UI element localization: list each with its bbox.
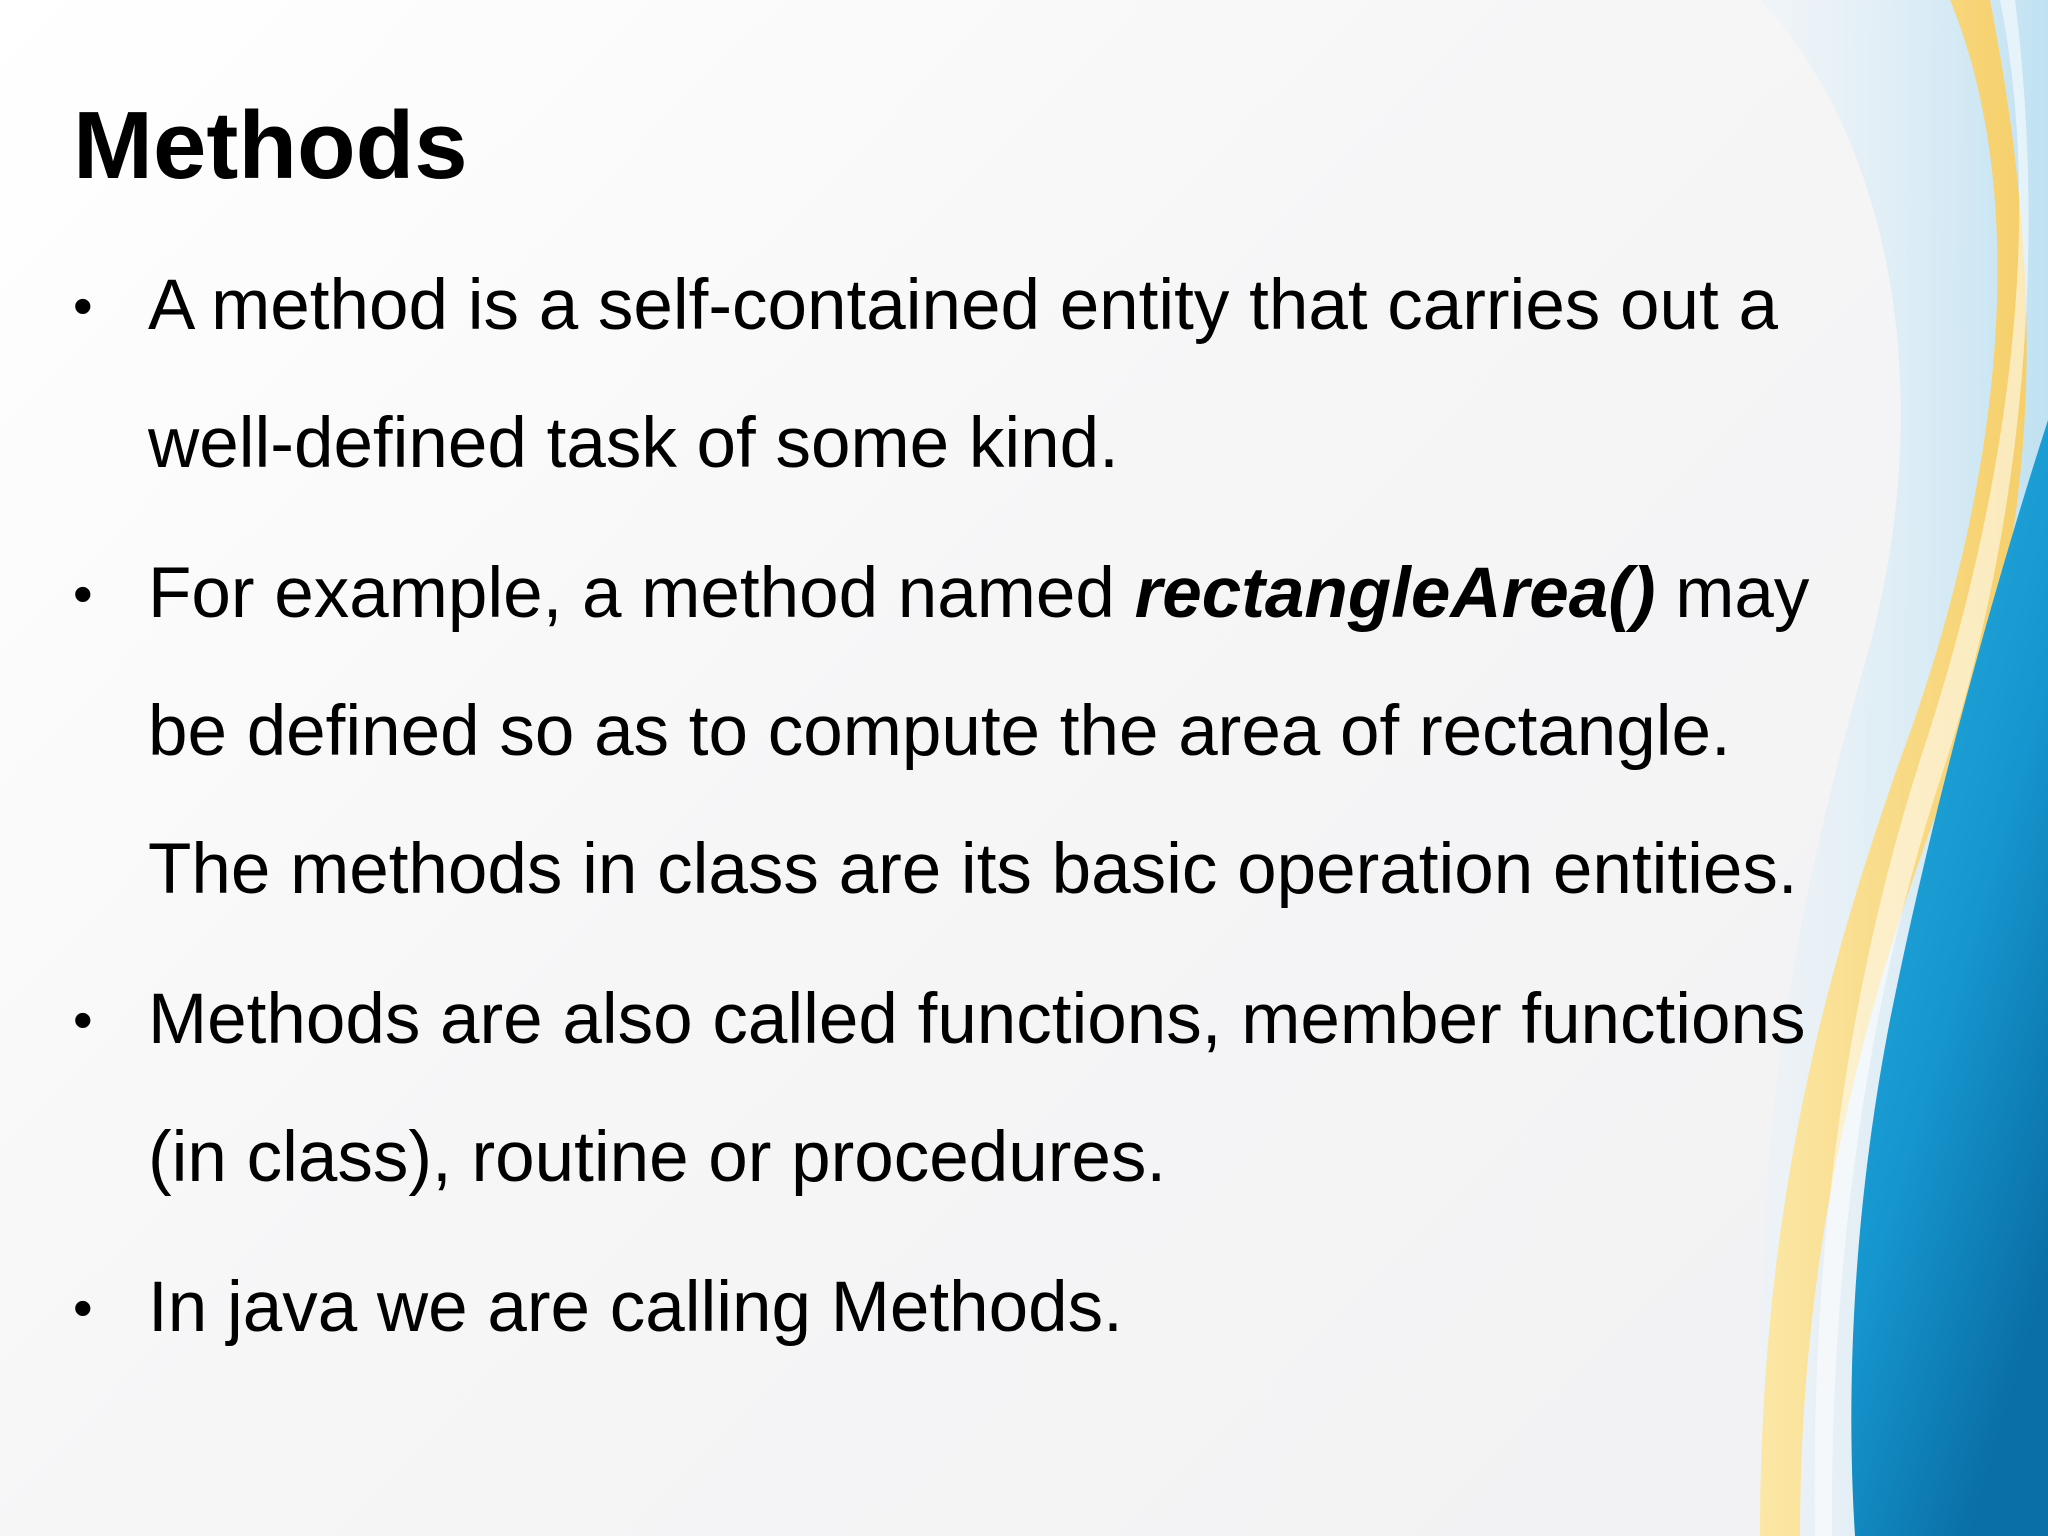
bullet-text-line: be defined so as to compute the area of rectangle. bbox=[148, 692, 1731, 771]
slide-title: Methods bbox=[73, 92, 468, 199]
bullet-dot: • bbox=[73, 274, 93, 337]
bullet-dot: • bbox=[73, 1276, 93, 1339]
bullet-item bbox=[73, 237, 1953, 513]
bullet-text-line: well-defined task of some kind. bbox=[148, 404, 1119, 483]
bullet-item bbox=[73, 1239, 1953, 1377]
bullet-item bbox=[73, 951, 1953, 1227]
bullet-dot: • bbox=[73, 562, 93, 625]
bullet-dot: • bbox=[73, 988, 93, 1051]
bullet-text-line: (in class), routine or procedures. bbox=[148, 1118, 1167, 1197]
method-name-emphasis: rectangleArea() bbox=[1134, 554, 1656, 633]
bullet-text-segment: For example, a method named bbox=[148, 554, 1135, 633]
bullet-text-line bbox=[148, 525, 1953, 663]
bullet-text-line: Methods are also called functions, member functions bbox=[148, 980, 1806, 1059]
bullet-list bbox=[73, 237, 1953, 1389]
bullet-text-segment: may bbox=[1655, 554, 1810, 633]
bullet-text-line: In java we are calling Methods. bbox=[148, 1268, 1123, 1347]
bullet-text-line: The methods in class are its basic operation entities. bbox=[148, 830, 1798, 909]
bullet-item bbox=[73, 525, 1953, 939]
bullet-text-line: A method is a self-contained entity that carries out a bbox=[148, 266, 1778, 345]
